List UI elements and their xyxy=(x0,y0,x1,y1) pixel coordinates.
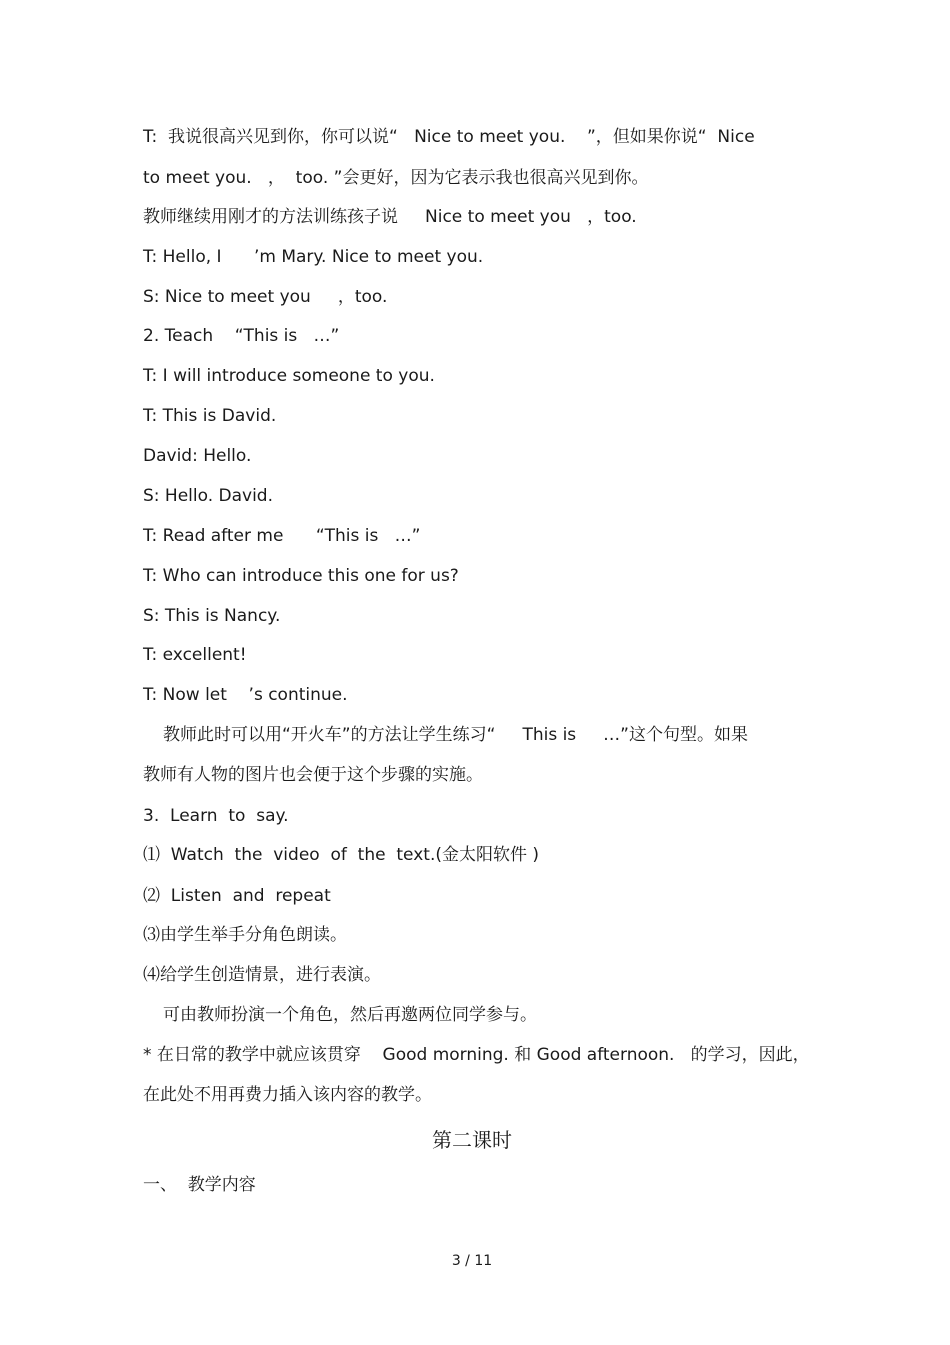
text-line: 教师继续用刚才的方法训练孩子说 Nice to meet you ，too. xyxy=(143,207,637,227)
text-line: ⑴ Watch the video of the text.(金太阳软件 ) xyxy=(143,845,540,865)
text-line: T: excellent! xyxy=(143,645,247,665)
text-line: S: Nice to meet you ，too. xyxy=(143,287,388,307)
text-line: T: Read after me “This is …” xyxy=(143,526,421,546)
text-line: T: I will introduce someone to you. xyxy=(143,366,435,386)
text-line: T: Now let ’s continue. xyxy=(143,685,348,705)
text-line: T: 我说很高兴见到你，你可以说“ Nice to meet you. ”，但如果你说“ Nice xyxy=(143,127,755,147)
text-line: 3. Learn to say. xyxy=(143,806,289,826)
lesson-heading: 第二课时 xyxy=(432,1128,512,1152)
text-line: ⑶由学生举手分角色朗读。 xyxy=(143,925,347,945)
text-line: ⑵ Listen and repeat xyxy=(143,886,331,906)
text-line: T: Hello, I ’m Mary. Nice to meet you. xyxy=(143,247,484,267)
text-line: 在此处不用再费力插入该内容的教学。 xyxy=(143,1085,432,1105)
page-number: 3 / 11 xyxy=(451,1253,493,1269)
text-line: T: Who can introduce this one for us? xyxy=(143,566,459,586)
text-line: 教师有人物的图片也会便于这个步骤的实施。 xyxy=(143,765,483,785)
text-line: David: Hello. xyxy=(143,446,252,466)
text-line: S: This is Nancy. xyxy=(143,606,281,626)
text-line: S: Hello. David. xyxy=(143,486,274,506)
text-line: T: This is David. xyxy=(143,406,277,426)
section-title: 一、 教学内容 xyxy=(143,1175,256,1195)
text-line: to meet you. ， too. ”会更好，因为它表示我也很高兴见到你。 xyxy=(143,168,649,188)
text-line: 教师此时可以用“开火车”的方法让学生练习“ This is …”这个句型。如果 xyxy=(163,725,748,745)
text-line: 可由教师扮演一个角色，然后再邀两位同学参与。 xyxy=(163,1005,537,1025)
text-line: * 在日常的教学中就应该贯穿 Good morning. 和 Good afternoon. 的学习，因此， xyxy=(143,1045,810,1065)
text-line: ⑷给学生创造情景，进行表演。 xyxy=(143,965,381,985)
text-line: 2. Teach “This is …” xyxy=(143,326,340,346)
